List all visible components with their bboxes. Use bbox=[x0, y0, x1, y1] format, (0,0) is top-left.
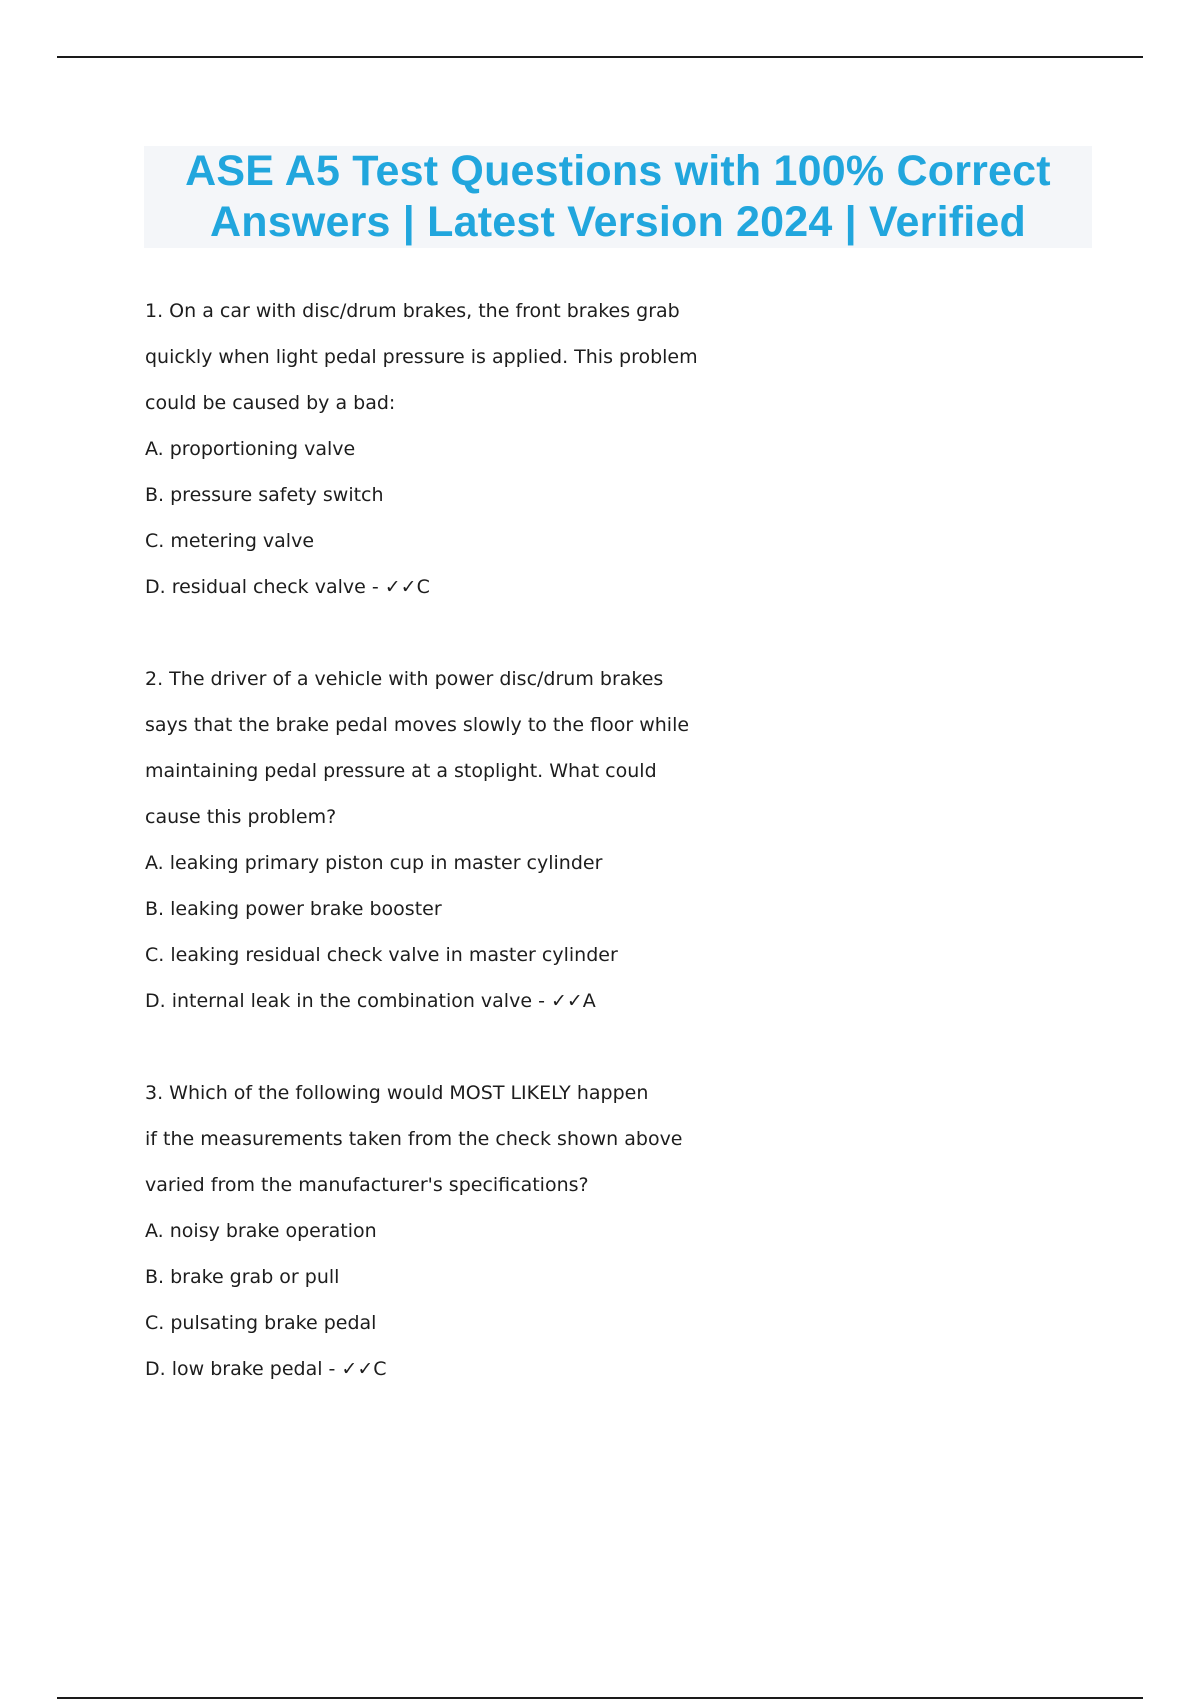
question-2 bbox=[145, 656, 865, 1024]
answer-option-with-key: D. low brake pedal - ✓✓C bbox=[145, 1358, 387, 1380]
document-title-line-2: Answers | Latest Version 2024 | Verified bbox=[210, 198, 1026, 246]
question-text-line: 1. On a car with disc/drum brakes, the front brakes grab bbox=[145, 300, 680, 322]
top-rule bbox=[57, 56, 1143, 58]
question-text-line: maintaining pedal pressure at a stoplight. What could bbox=[145, 760, 657, 782]
question-text-line: 2. The driver of a vehicle with power disc/drum brakes bbox=[145, 668, 664, 690]
answer-option: C. metering valve bbox=[145, 530, 315, 552]
question-text-line: quickly when light pedal pressure is applied. This problem bbox=[145, 346, 698, 368]
answer-option: A. noisy brake operation bbox=[145, 1220, 377, 1242]
question-text-line: could be caused by a bad: bbox=[145, 392, 396, 414]
questions-list bbox=[145, 288, 865, 1438]
answer-option: B. pressure safety switch bbox=[145, 484, 384, 506]
document-title-line-1: ASE A5 Test Questions with 100% Correct bbox=[185, 147, 1051, 195]
question-3 bbox=[145, 1070, 865, 1392]
answer-option: A. proportioning valve bbox=[145, 438, 356, 460]
answer-option-with-key: D. residual check valve - ✓✓C bbox=[145, 576, 430, 598]
question-text-line: if the measurements taken from the check shown above bbox=[145, 1128, 683, 1150]
document-title-banner bbox=[144, 146, 1092, 248]
question-text-line: says that the brake pedal moves slowly to the floor while bbox=[145, 714, 690, 736]
bottom-rule bbox=[57, 1697, 1143, 1699]
answer-option: B. leaking power brake booster bbox=[145, 898, 442, 920]
question-1 bbox=[145, 288, 865, 610]
answer-option: B. brake grab or pull bbox=[145, 1266, 340, 1288]
answer-option: C. pulsating brake pedal bbox=[145, 1312, 377, 1334]
question-text-line: 3. Which of the following would MOST LIKELY happen bbox=[145, 1082, 649, 1104]
answer-option: C. leaking residual check valve in master cylinder bbox=[145, 944, 618, 966]
question-text-line: cause this problem? bbox=[145, 806, 337, 828]
answer-option: A. leaking primary piston cup in master cylinder bbox=[145, 852, 603, 874]
answer-option-with-key: D. internal leak in the combination valve - ✓✓A bbox=[145, 990, 596, 1012]
question-text-line: varied from the manufacturer's specifications? bbox=[145, 1174, 589, 1196]
